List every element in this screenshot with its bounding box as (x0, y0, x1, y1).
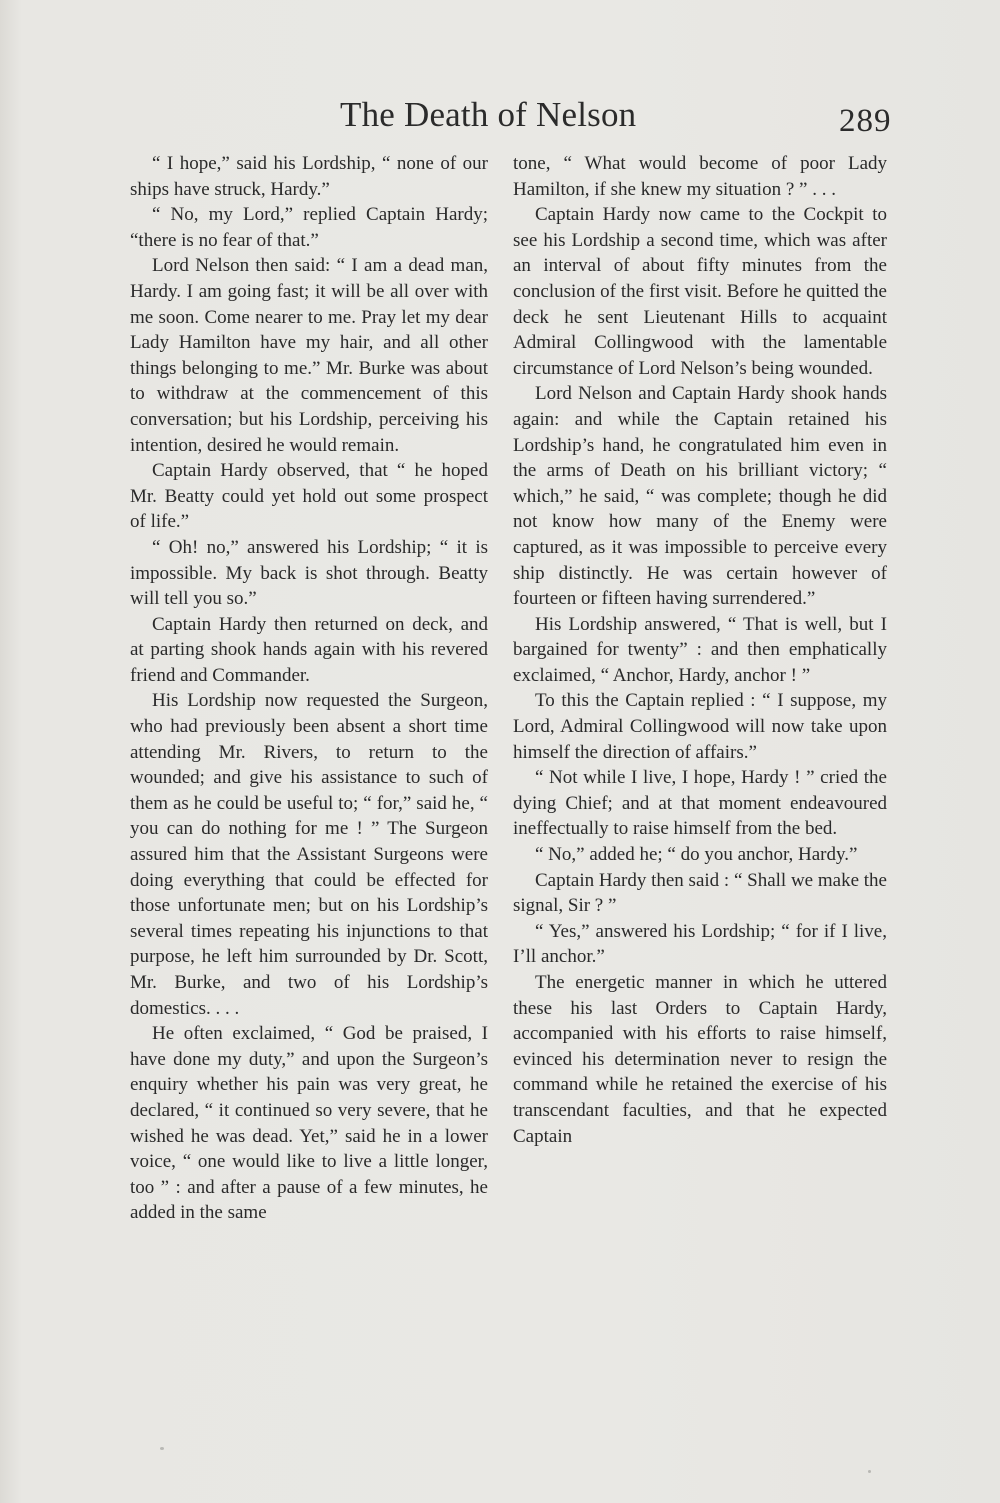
paragraph-continued: tone, “ What would become of poor Lady Hamilton, if she knew my situation ? ” . . . (513, 153, 887, 200)
paragraph: “ No, my Lord,” replied Captain Hardy; “there is no fear of that.” (130, 204, 488, 251)
paragraph: The energetic manner in which he uttered these his last Orders to Captain Hardy, accompanied with his efforts to raise himself, evinced his determination never to resign the command while he retained the exercise of his transcendant faculties, and that he expected Captain (513, 972, 887, 1147)
paragraph: Captain Hardy then said : “ Shall we make the signal, Sir ? ” (513, 869, 887, 917)
paragraph: Lord Nelson and Captain Hardy shook hands again: and while the Captain retained his Lordship’s hand, he congratulated him even in the arms of Death on his brilliant victory; “ which,” he said, “ was complete; though he did not know how many of the Enemy were captured, as it was impossible to perceive every ship distinctly. He was certain however of fourteen or fifteen having surrendered.” (513, 383, 887, 610)
paragraph: “ Yes,” answered his Lordship; “ for if I live, I’ll anchor.” (513, 920, 887, 968)
page-number: 289 (839, 103, 892, 139)
paragraph: Captain Hardy now came to the Cockpit to see his Lordship a second time, which was after an interval of about fifty minutes from the conclusion of the first visit. Before he quitted the deck he sent Lieutenant Hills to acquaint Admiral Collingwood with the lamentable circumstance of Lord Nelson’s being wounded. (513, 204, 887, 379)
paper-speck (868, 1470, 871, 1473)
paragraph: Captain Hardy then returned on deck, and at parting shook hands again with his revered friend and Commander. (130, 613, 488, 686)
paragraph: “ No,” added he; “ do you anchor, Hardy.” (535, 844, 858, 866)
paragraph: His Lordship answered, “ That is well, but I bargained for twenty” : and then emphatically exclaimed, “ Anchor, Hardy, anchor ! ” (513, 613, 887, 686)
paragraph: “ Oh! no,” answered his Lordship; “ it is impossible. My back is shot through. Beatty will tell you so.” (130, 536, 488, 610)
paragraph: Lord Nelson then said: “ I am a dead man, Hardy. I am going fast; it will be all over with me soon. Come nearer to me. Pray let my dear Lady Hamilton have my hair, and all other things belonging to me.” Mr. Burke was about to withdraw at the commencement of this conversation; but his Lordship, perceiving his intention, desired he would remain. (130, 255, 488, 456)
paragraph: Captain Hardy observed, that “ he hoped Mr. Beatty could yet hold out some prospect of life.” (130, 460, 488, 533)
right-column (513, 151, 887, 1149)
paragraph: He often exclaimed, “ God be praised, I have done my duty,” and upon the Surgeon’s enquiry whether his pain was very great, he declared, “ it continued so very severe, that he wished he was dead. Yet,” said he in a lower voice, “ one would like to live a little longer, too ” : and after a pause of a few minutes, he added in the same (130, 1023, 488, 1224)
paragraph: His Lordship now requested the Surgeon, who had previously been absent a short time attending Mr. Rivers, to return to the wounded; and give his assistance to such of them as he could be useful to; “ for,” said he, “ you can do nothing for me ! ” The Surgeon assured him that the Assistant Surgeons were doing everything that could be effected for those unfortunate men; but on his Lordship’s several times repeating his injunctions to that purpose, he left him surrounded by Dr. Scott, Mr. Burke, and two of his Lordship’s domestics. . . . (130, 690, 488, 1019)
paragraph: “ Not while I live, I hope, Hardy ! ” cried the dying Chief; and at that moment endeavoured ineffectually to raise himself from the bed. (513, 767, 887, 840)
page-header (0, 95, 1000, 145)
paragraph: “ I hope,” said his Lordship, “ none of our ships have struck, Hardy.” (130, 153, 488, 200)
paper-speck (160, 1447, 164, 1450)
paragraph: To this the Captain replied : “ I suppose, my Lord, Admiral Collingwood will now take upon himself the direction of affairs.” (513, 690, 887, 763)
left-column (130, 151, 488, 1226)
running-title: The Death of Nelson (340, 95, 637, 134)
